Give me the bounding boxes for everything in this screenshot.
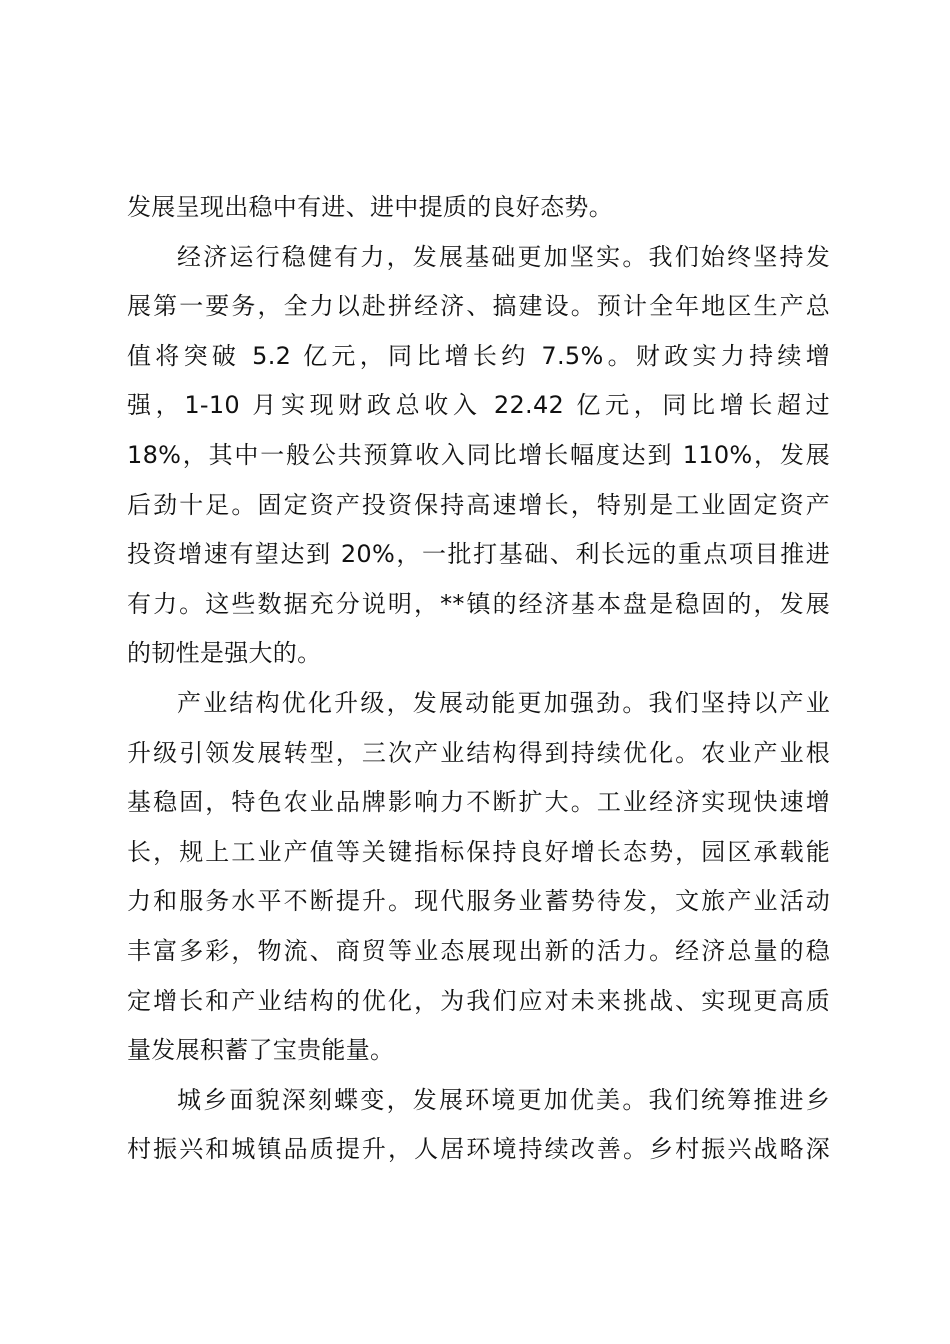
text-line: 城乡面貌深刻蝶变，发展环境更加优美。我们统筹推进乡: [177, 1085, 830, 1114]
paragraph-intro-tail: [127, 183, 830, 233]
text-line: 力和服务水平不断提升。现代服务业蓄势待发，文旅产业活动: [127, 887, 830, 916]
text-line: 基稳固，特色农业品牌影响力不断扩大。工业经济实现快速增: [127, 788, 830, 817]
text-line: 展第一要务，全力以赴拼经济、搞建设。预计全年地区生产总: [127, 292, 830, 321]
text-line: 值将突破 5.2 亿元，同比增长约 7.5%。财政实力持续增: [127, 341, 830, 370]
paragraph-industry: [127, 679, 830, 1076]
text-line: 有力。这些数据充分说明，**镇的经济基本盘是稳固的，发展: [127, 589, 830, 618]
text-line: 后劲十足。固定资产投资保持高速增长，特别是工业固定资产: [127, 490, 830, 519]
text-line: 的韧性是强大的。: [127, 639, 322, 668]
text-line: 村振兴和城镇品质提升，人居环境持续改善。乡村振兴战略深: [127, 1135, 830, 1164]
paragraph-economy: [127, 233, 830, 679]
text-line: 经济运行稳健有力，发展基础更加坚实。我们始终坚持发: [177, 242, 830, 271]
paragraph-urban-rural: [127, 1076, 830, 1175]
document-page: [127, 183, 830, 1175]
text-line: 投资增速有望达到 20%，一批打基础、利长远的重点项目推进: [127, 540, 830, 569]
text-line: 发展呈现出稳中有进、进中提质的良好态势。: [127, 193, 613, 221]
text-line: 定增长和产业结构的优化，为我们应对未来挑战、实现更高质: [127, 986, 830, 1015]
text-line: 量发展积蓄了宝贵能量。: [127, 1036, 395, 1065]
text-line: 丰富多彩，物流、商贸等业态展现出新的活力。经济总量的稳: [127, 936, 830, 965]
text-line: 强，1-10 月实现财政总收入 22.42 亿元，同比增长超过: [127, 391, 830, 420]
text-line: 18%，其中一般公共预算收入同比增长幅度达到 110%，发展: [127, 440, 830, 469]
text-line: 长，规上工业产值等关键指标保持良好增长态势，园区承载能: [127, 837, 830, 866]
text-line: 产业结构优化升级，发展动能更加强劲。我们坚持以产业: [177, 688, 830, 717]
text-line: 升级引领发展转型，三次产业结构得到持续优化。农业产业根: [127, 738, 830, 767]
